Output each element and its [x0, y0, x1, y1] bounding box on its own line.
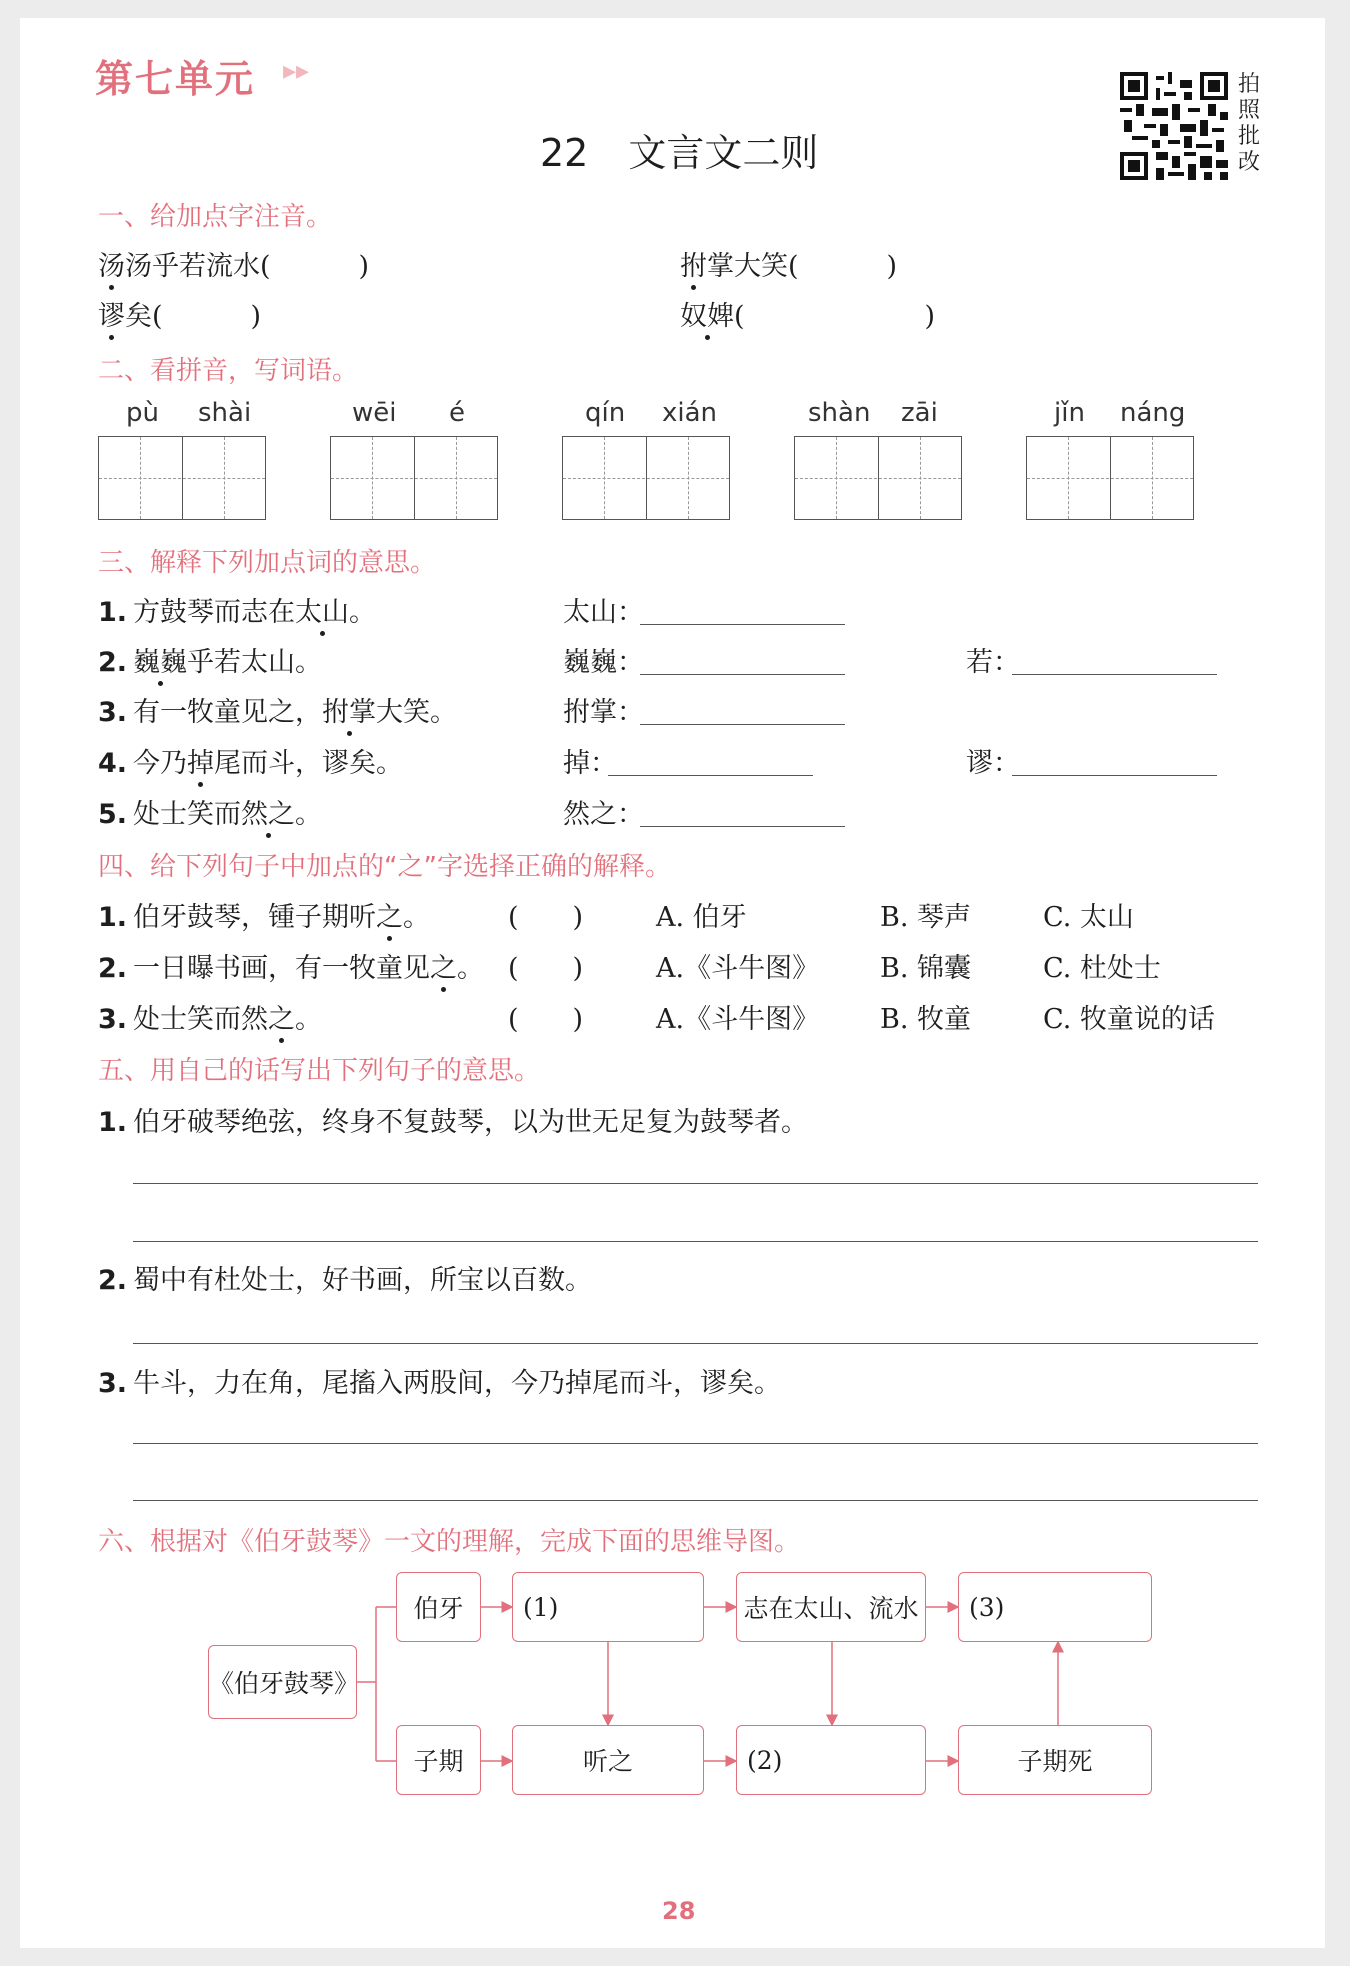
- paren-close: ): [886, 251, 898, 282]
- section-4-title: 四、给下列句子中加点的“之”字选择正确的解释。: [98, 852, 671, 882]
- option-c: C. 牧童说的话: [1043, 1004, 1215, 1035]
- pinyin-4a: shàn: [808, 398, 871, 428]
- sentence-text: 。: [295, 799, 323, 830]
- unit-arrow-icon: ▸▸: [283, 56, 310, 86]
- item-number: 1.: [98, 902, 128, 933]
- s1-item-text: 矣(: [125, 301, 163, 332]
- sentence-text: 处士笑而: [133, 799, 242, 830]
- mindmap-blank-3[interactable]: (3): [958, 1572, 1152, 1642]
- dotted-word: 然之: [241, 799, 296, 830]
- s1-item-text: 掌大笑(: [707, 251, 799, 282]
- dotted-word: 拊掌: [322, 697, 377, 728]
- option-b: B. 锦囊: [880, 953, 972, 984]
- sentence-text: 伯牙破琴绝弦，终身不复鼓琴，以为世无足复为鼓琴者。: [133, 1107, 809, 1138]
- s3-key-5: 然之：: [563, 799, 644, 830]
- pinyin-4b: zāi: [901, 398, 938, 428]
- sentence-text: 今乃: [133, 748, 188, 779]
- option-c: C. 杜处士: [1043, 953, 1161, 984]
- section-5-title: 五、用自己的话写出下列句子的意思。: [98, 1056, 541, 1086]
- dotted-char: 奴婢: [680, 301, 734, 332]
- sentence-text: 处士笑而然: [133, 1004, 269, 1035]
- sentence-text: 大笑。: [376, 697, 458, 728]
- dotted-word: 巍巍: [133, 647, 188, 678]
- dotted-char: 谬: [98, 301, 125, 332]
- page-number: 28: [662, 1897, 696, 1925]
- answer-paren[interactable]: ( ): [508, 1004, 584, 1035]
- s3-key-3: 拊掌：: [563, 697, 644, 728]
- dotted-word: 掉: [187, 748, 215, 779]
- sentence-text: 伯牙鼓琴，锺子期听: [133, 902, 377, 933]
- sentence-text: 。: [457, 953, 485, 984]
- section-2-title: 二、看拼音，写词语。: [98, 356, 359, 386]
- sentence-text: 尾而斗，谬矣。: [214, 748, 404, 779]
- section-3-title: 三、解释下列加点词的意思。: [98, 548, 437, 578]
- sentence-text: 蜀中有杜处士，好书画，所宝以百数。: [133, 1265, 593, 1296]
- mindmap-zhi: 志在太山、流水: [736, 1572, 926, 1642]
- option-b: B. 琴声: [880, 902, 972, 933]
- pinyin-3a: qín: [585, 398, 626, 428]
- mindmap-ziqi: 子期: [396, 1725, 481, 1795]
- mindmap-blank-1[interactable]: (1): [512, 1572, 704, 1642]
- pinyin-5a: jǐn: [1054, 398, 1085, 428]
- sentence-text: 乎若太山。: [187, 647, 323, 678]
- item-number: 3.: [98, 697, 128, 728]
- item-number: 1.: [98, 1107, 128, 1138]
- s1-item-text: 汤乎若流水(: [125, 251, 271, 282]
- item-number: 3.: [98, 1004, 128, 1035]
- dotted-char: 之: [430, 953, 458, 984]
- item-number: 3.: [98, 1368, 128, 1399]
- option-b: B. 牧童: [880, 1004, 972, 1035]
- section-6-title: 六、根据对《伯牙鼓琴》一文的理解，完成下面的思维导图。: [98, 1527, 801, 1557]
- s3-key-4: 掉：: [563, 748, 617, 779]
- sentence-text: 牛斗，力在角，尾搐入两股间，今乃掉尾而斗，谬矣。: [133, 1368, 782, 1399]
- s3-key-2: 巍巍：: [563, 647, 644, 678]
- dotted-char: 拊: [680, 251, 707, 282]
- item-number: 4.: [98, 748, 128, 779]
- answer-paren[interactable]: ( ): [508, 953, 584, 984]
- mindmap-boya: 伯牙: [396, 1572, 481, 1642]
- sentence-text: 方鼓琴而志在: [133, 597, 296, 628]
- sentence-text: 。: [295, 1004, 323, 1035]
- pinyin-1b: shài: [198, 398, 252, 428]
- s1-item-text: (: [734, 301, 745, 332]
- sentence-text: 一日曝书画，有一牧童见: [133, 953, 431, 984]
- s3-key-2b: 若：: [966, 647, 1020, 678]
- s3-key-4b: 谬：: [966, 748, 1020, 779]
- dotted-char: 之: [268, 1004, 296, 1035]
- item-number: 5.: [98, 799, 128, 830]
- section-1-title: 一、给加点字注音。: [98, 202, 333, 232]
- option-a: A. 伯牙: [656, 902, 747, 933]
- pinyin-5b: náng: [1120, 398, 1186, 428]
- dotted-word: 太山: [295, 597, 350, 628]
- mindmap-ziqisi: 子期死: [958, 1725, 1152, 1795]
- pinyin-2a: wēi: [352, 398, 397, 428]
- mindmap-tingzhi: 听之: [512, 1725, 704, 1795]
- item-number: 2.: [98, 647, 128, 678]
- sentence-text: 。: [403, 902, 431, 933]
- option-a: A.《斗牛图》: [656, 1004, 820, 1035]
- lesson-name: 文言文二则: [628, 131, 819, 175]
- scan-grade-label: 拍照批改: [1238, 72, 1261, 175]
- item-number: 2.: [98, 953, 128, 984]
- option-a: A.《斗牛图》: [656, 953, 820, 984]
- sentence-text: 。: [349, 597, 377, 628]
- mindmap-root: 《伯牙鼓琴》: [208, 1645, 357, 1719]
- unit-title: 第七单元: [95, 57, 256, 101]
- dotted-char: 汤: [98, 251, 125, 282]
- item-number: 1.: [98, 597, 128, 628]
- s3-key-1: 太山：: [563, 597, 644, 628]
- mindmap-blank-2[interactable]: (2): [736, 1725, 926, 1795]
- pinyin-3b: xián: [662, 398, 718, 428]
- pinyin-2b: é: [449, 398, 465, 428]
- item-number: 2.: [98, 1265, 128, 1296]
- paren-close: ): [924, 301, 936, 332]
- answer-paren[interactable]: ( ): [508, 902, 584, 933]
- option-c: C. 太山: [1043, 902, 1134, 933]
- sentence-text: 有一牧童见之，: [133, 697, 323, 728]
- paren-close: ): [250, 301, 262, 332]
- lesson-number: 22: [540, 131, 589, 175]
- dotted-char: 之: [376, 902, 404, 933]
- pinyin-1a: pù: [126, 398, 159, 428]
- paren-close: ): [358, 251, 370, 282]
